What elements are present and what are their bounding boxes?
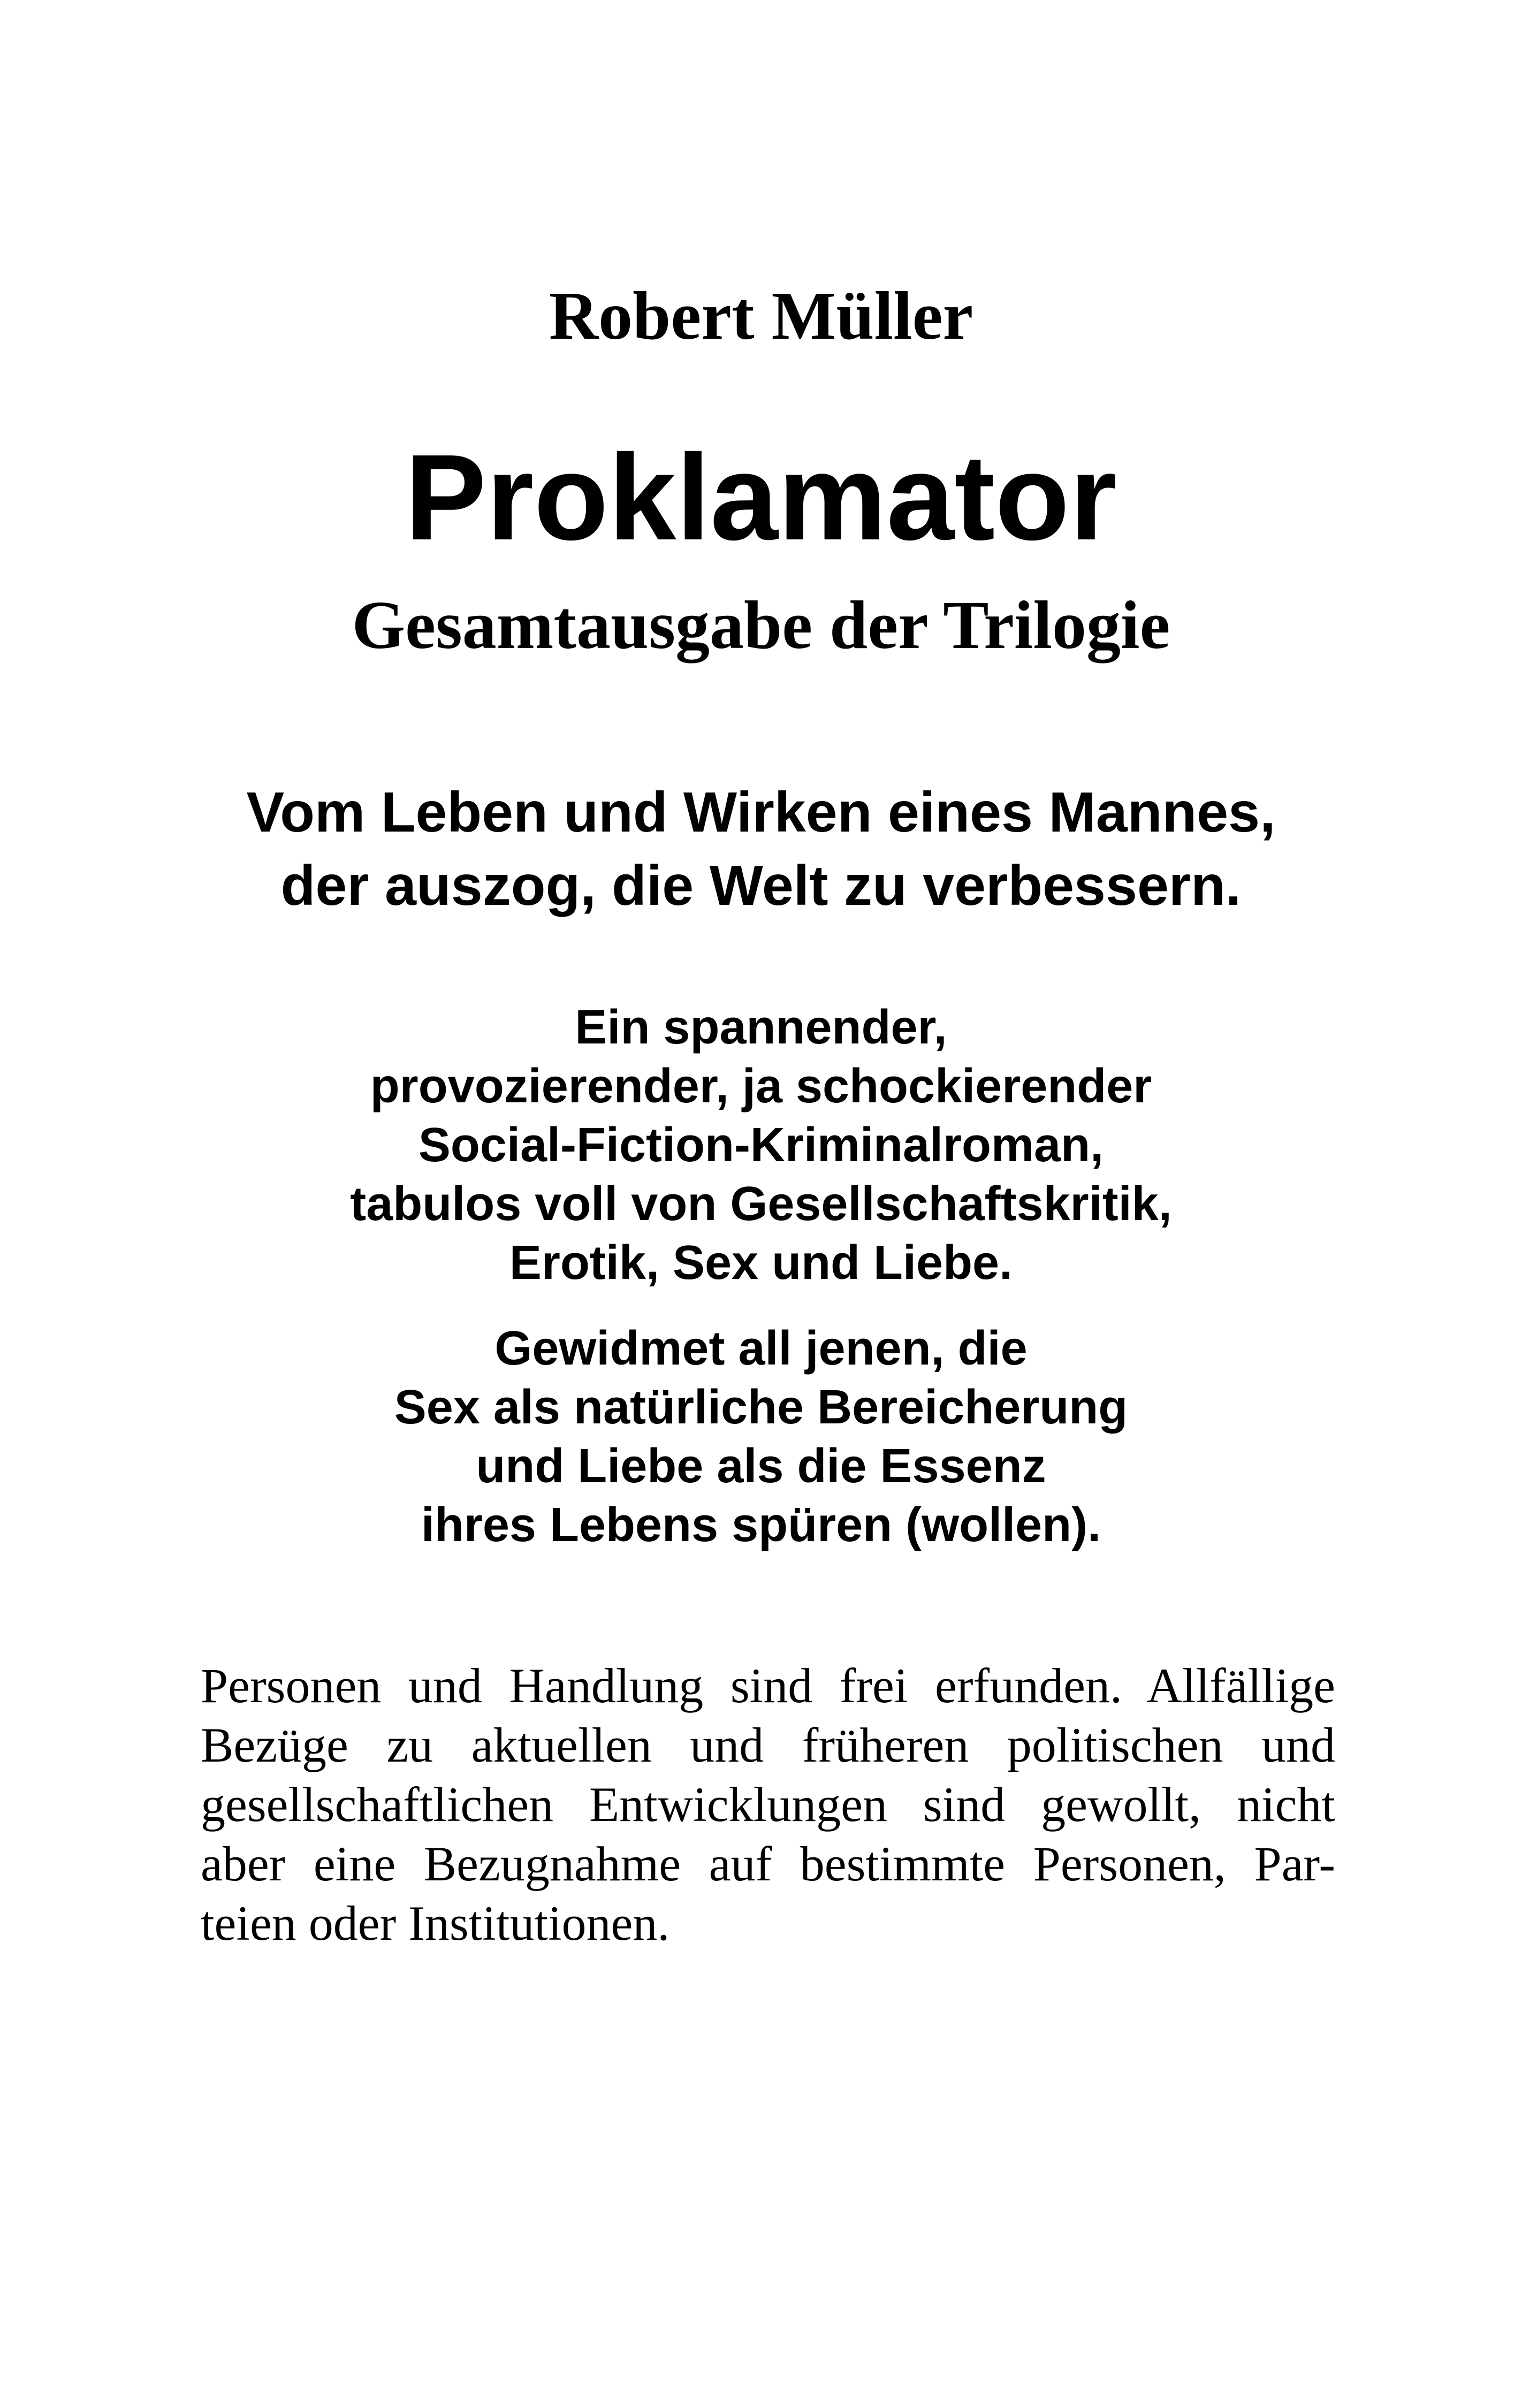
blurb xyxy=(0,998,1522,1292)
disclaimer-line: teien oder Institutionen. xyxy=(201,1896,670,1950)
blurb-line: Ein spannender, xyxy=(575,1001,947,1054)
book-title: Proklamator xyxy=(405,430,1117,566)
blurb-line: Erotik, Sex und Liebe. xyxy=(509,1236,1013,1290)
tagline-line: Vom Leben und Wirken eines Mannes, xyxy=(246,781,1276,844)
blurb-line: tabulos voll von Gesellschaftskritik, xyxy=(350,1177,1172,1231)
disclaimer-paragraph xyxy=(201,1656,1335,1953)
disclaimer-line: gesellschaftlichen Entwicklungen sind gewollt, nicht xyxy=(201,1777,1335,1832)
author-name: Robert Müller xyxy=(549,278,973,354)
disclaimer-line: Personen und Handlung sind frei erfunden. Allfällige xyxy=(201,1658,1335,1713)
blurb-line: Social-Fiction-Kriminalroman, xyxy=(418,1118,1104,1172)
dedication-line: Gewidmet all jenen, die xyxy=(494,1322,1028,1375)
disclaimer-line: Bezüge zu aktuellen und früheren politischen und xyxy=(201,1718,1335,1772)
tagline xyxy=(0,776,1522,923)
tagline-line: der auszog, die Welt zu verbessern. xyxy=(280,854,1242,917)
dedication xyxy=(0,1319,1522,1554)
dedication-line: Sex als natürliche Bereicherung xyxy=(394,1381,1128,1434)
dedication-line: und Liebe als die Essenz xyxy=(476,1439,1046,1493)
blurb-line: provozierender, ja schockierender xyxy=(370,1060,1152,1113)
book-subtitle: Gesamtausgabe der Trilogie xyxy=(352,587,1170,663)
dedication-line: ihres Lebens spüren (wollen). xyxy=(421,1498,1101,1552)
disclaimer-line: aber eine Bezugnahme auf bestimmte Personen, Par- xyxy=(201,1837,1335,1891)
